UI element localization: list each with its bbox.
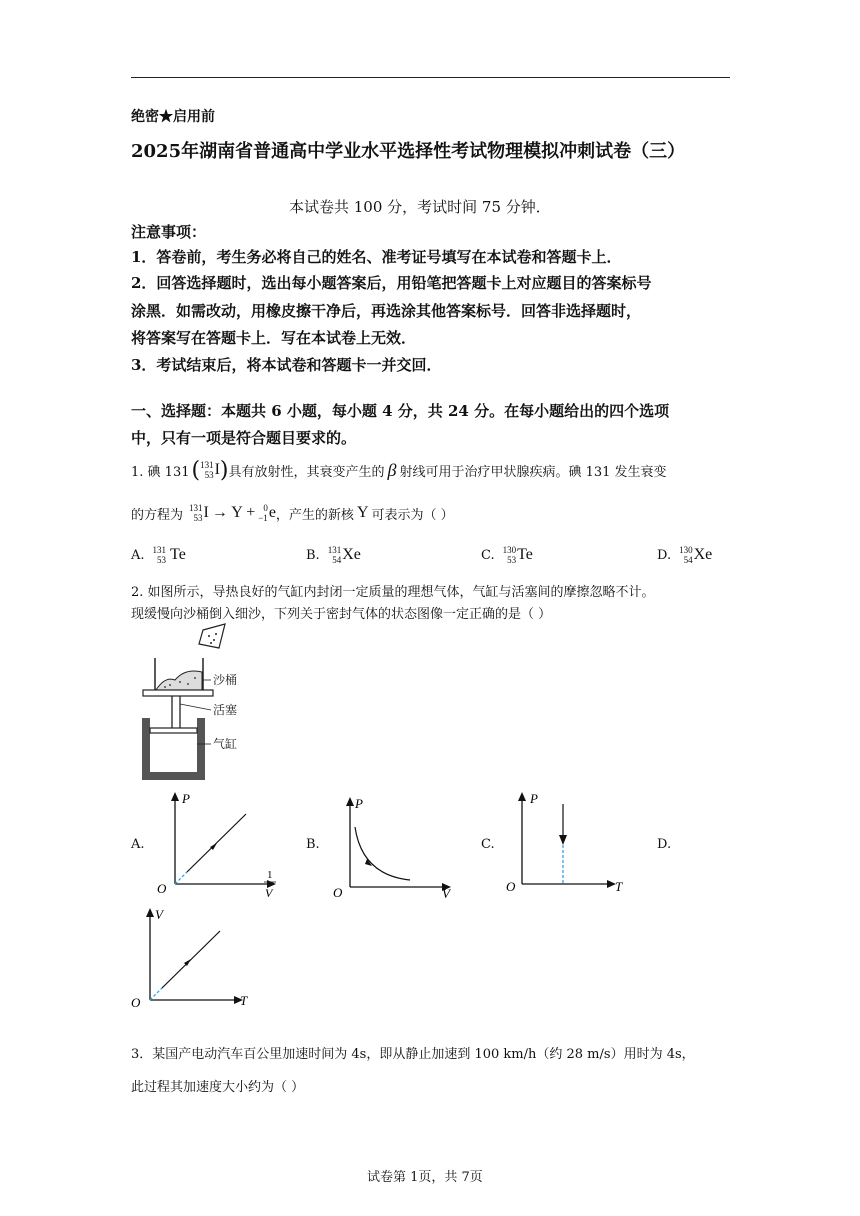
- equation-electron: 0 −1 e: [258, 503, 276, 523]
- svg-text:V: V: [155, 907, 163, 922]
- svg-text:T: T: [240, 993, 248, 1008]
- question-1-option-d[interactable]: D. 130 54 Xe: [657, 545, 713, 565]
- graph-c-p-vs-t: [500, 787, 640, 902]
- bucket-label: 沙桶: [213, 673, 238, 687]
- question-2-option-c[interactable]: C.: [481, 837, 495, 852]
- notice-item-3: 3．考试结束后，将本试卷和答题卡一并交回．: [131, 356, 442, 374]
- exam-title: 2025年湖南省普通高中学业水平选择性考试物理模拟冲刺试卷（三）: [131, 141, 686, 162]
- cylinder-label: 气缸: [213, 737, 238, 751]
- graph-b-p-vs-v: [325, 790, 465, 905]
- question-3-line-2: 此过程其加速度大小约为（ ）: [131, 1080, 305, 1095]
- question-2-option-d[interactable]: D.: [657, 837, 672, 852]
- notice-item-1: 1．答卷前，考生务必将自己的姓名、准考证号填写在本试卷和答题卡上．: [131, 248, 622, 266]
- piston-label: 活塞: [213, 703, 238, 717]
- section-1-line-1: 一、选择题：本题共 6 小题，每小题 4 分，共 24 分。在每小题给出的四个选项: [131, 402, 670, 420]
- question-1-line-2: 的方程为 131 53 I → Y + 0 −1 e ，产生的新核 Y 可表示为（ ）: [131, 503, 454, 523]
- page-footer: 试卷第 1页，共 7页: [367, 1170, 483, 1185]
- question-3-line-1: 3．某国产电动汽车百公里加速时间为 4s，即从静止加速到 100 km/h（约 28 m/s）用时为 4s，: [131, 1047, 695, 1062]
- right-paren: ): [219, 457, 229, 483]
- svg-text:O: O: [506, 879, 516, 894]
- equation-arrow: → Y +: [211, 504, 256, 521]
- svg-text:O: O: [333, 885, 343, 900]
- question-2-line-1: 2. 如图所示，导热良好的气缸内封闭一定质量的理想气体，气缸与活塞间的摩擦忽略不计。: [131, 585, 655, 600]
- question-1-option-a[interactable]: A. 131 53 Te: [131, 545, 186, 565]
- question-1-line-1: 1. 碘 131 ( 131 53 I ) 具有放射性，其衰变产生的 β 射线可用于治疗甲状腺疾病。碘 131 发生衰变: [131, 457, 667, 483]
- graph-d-v-vs-t: [125, 903, 265, 1018]
- svg-text:1: 1: [267, 869, 273, 881]
- question-1-option-c[interactable]: C. 130 53 Te: [481, 545, 533, 565]
- svg-text:T: T: [615, 879, 623, 894]
- sand-cup-icon: [199, 624, 225, 648]
- svg-text:O: O: [131, 995, 141, 1010]
- svg-text:V: V: [442, 886, 450, 901]
- svg-text:V: V: [265, 886, 273, 900]
- beta-symbol: β: [387, 459, 397, 480]
- sand-bucket-icon: [155, 658, 203, 690]
- confidential-mark: 绝密★启用前: [131, 109, 215, 125]
- section-1-line-2: 中，只有一项是符合题目要求的。: [131, 429, 357, 447]
- notice-item-2-line-1: 2．回答选择题时，选出每小题答案后，用铅笔把答题卡上对应题目的答案标号: [131, 274, 652, 292]
- notice-item-2-line-2: 涂黑．如需改动，用橡皮擦干净后，再选涂其他答案标号．回答非选择题时，: [131, 302, 642, 320]
- iodine-nuclide: 131 53 I: [200, 460, 220, 480]
- question-2-option-a[interactable]: A.: [131, 837, 145, 852]
- top-rule: [131, 77, 730, 78]
- graph-a-p-vs-inverse-v: [150, 787, 290, 902]
- equation-iodine: 131 53 I: [189, 503, 209, 523]
- notice-item-2-line-3: 将答案写在答题卡上．写在本试卷上无效．: [131, 329, 417, 347]
- notice-heading: 注意事项：: [131, 223, 207, 241]
- svg-text:P: P: [182, 791, 190, 806]
- question-1-option-b[interactable]: B. 131 54 Xe: [306, 545, 361, 565]
- question-2-line-2: 现缓慢向沙桶倒入细沙，下列关于密封气体的状态图像一定正确的是（ ）: [131, 607, 552, 622]
- left-paren: (: [191, 457, 201, 483]
- cylinder-apparatus-diagram: [125, 618, 265, 783]
- svg-text:P: P: [530, 791, 538, 806]
- svg-text:O: O: [157, 881, 167, 896]
- question-2-option-b[interactable]: B.: [306, 837, 320, 852]
- svg-text:P: P: [355, 796, 363, 811]
- exam-info: 本试卷共 100 分，考试时间 75 分钟．: [289, 198, 551, 216]
